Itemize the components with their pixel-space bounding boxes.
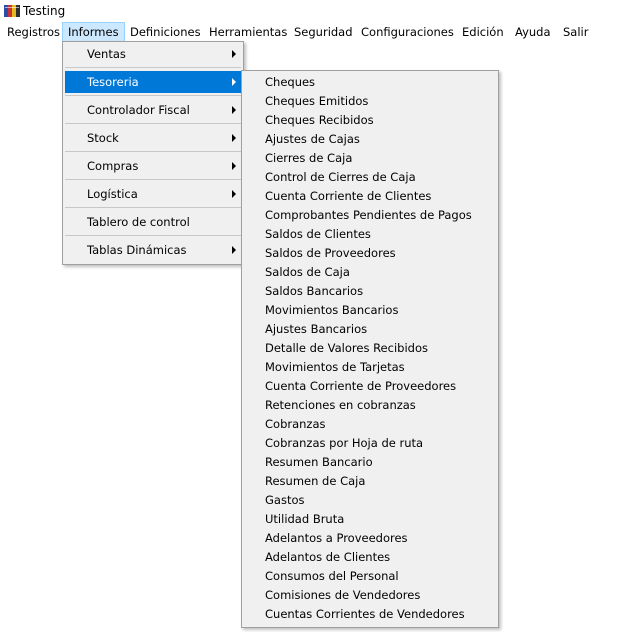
informes-dropdown [62,41,244,265]
tesoreria-item-utilidad-bruta[interactable] [244,510,496,529]
menu-herramientas[interactable]: Herramientas [209,25,288,39]
tesoreria-item-detalle-de-valores-recibidos[interactable] [244,339,496,358]
menu-item-label: Comisiones de Vendedores [265,588,421,602]
menu-item-label: Cobranzas por Hoja de ruta [265,436,424,450]
tesoreria-item-cuenta-corriente-de-proveedores[interactable] [244,377,496,396]
menu-separator [65,179,241,180]
menu-item-label: Stock [87,131,119,145]
tesoreria-item-retenciones-en-cobranzas[interactable] [244,396,496,415]
menu-item-label: Control de Cierres de Caja [265,170,416,184]
title-bar [0,0,630,22]
submenu-arrow-icon [232,246,236,254]
menu-item-label: Saldos de Clientes [265,227,371,241]
menu-item-label: Utilidad Bruta [265,512,345,526]
tesoreria-item-saldos-de-clientes[interactable] [244,225,496,244]
menu-item-label: Gastos [265,493,305,507]
tesoreria-item-resumen-bancario[interactable] [244,453,496,472]
menu-item-label: Movimientos Bancarios [265,303,399,317]
menu-item-label: Comprobantes Pendientes de Pagos [265,208,472,222]
menu-item-logistica[interactable] [65,183,241,205]
menu-item-label: Cierres de Caja [265,151,353,165]
tesoreria-item-adelantos-a-proveedores[interactable] [244,529,496,548]
menu-ayuda[interactable]: Ayuda [515,25,551,39]
menu-item-label: Movimientos de Tarjetas [265,360,405,374]
tesoreria-item-ajustes-bancarios[interactable] [244,320,496,339]
tesoreria-item-comisiones-de-vendedores[interactable] [244,586,496,605]
menu-item-compras[interactable] [65,155,241,177]
menu-item-controlador-fiscal[interactable] [65,99,241,121]
submenu-arrow-icon [232,162,236,170]
tesoreria-item-movimientos-de-tarjetas[interactable] [244,358,496,377]
tesoreria-item-saldos-bancarios[interactable] [244,282,496,301]
tesoreria-item-cheques-recibidos[interactable] [244,111,496,130]
submenu-arrow-icon [232,78,236,86]
menu-item-label: Cobranzas [265,417,326,431]
menu-item-label: Tesoreria [87,75,139,89]
submenu-arrow-icon [232,50,236,58]
menu-separator [65,67,241,68]
menu-item-label: Cheques [265,75,316,89]
menu-item-label: Consumos del Personal [265,569,399,583]
tesoreria-item-cheques-emitidos[interactable] [244,92,496,111]
menu-item-label: Ajustes de Cajas [265,132,360,146]
tesoreria-item-cheques[interactable] [244,73,496,92]
menu-salir[interactable]: Salir [563,25,589,39]
tesoreria-submenu [241,70,499,628]
menu-item-label: Retenciones en cobranzas [265,398,416,412]
tesoreria-item-cuenta-corriente-de-clientes[interactable] [244,187,496,206]
menu-item-label: Ventas [87,47,126,61]
menu-item-label: Saldos de Proveedores [265,246,396,260]
menu-item-label: Compras [87,159,139,173]
tesoreria-item-cobranzas-por-hoja-de-ruta[interactable] [244,434,496,453]
menu-item-stock[interactable] [65,127,241,149]
tesoreria-item-ajustes-de-cajas[interactable] [244,130,496,149]
menu-separator [65,123,241,124]
menu-configuraciones[interactable]: Configuraciones [361,25,454,39]
menu-item-label: Detalle de Valores Recibidos [265,341,428,355]
menu-item-label: Logística [87,187,138,201]
menu-item-label: Controlador Fiscal [87,103,190,117]
submenu-arrow-icon [232,134,236,142]
submenu-arrow-icon [232,190,236,198]
app-icon [4,4,20,18]
tesoreria-item-cobranzas[interactable] [244,415,496,434]
menu-item-label: Cheques Emitidos [265,94,369,108]
menu-item-label: Cheques Recibidos [265,113,374,127]
menu-item-label: Cuentas Corrientes de Vendedores [265,607,465,621]
menu-item-label: Adelantos a Proveedores [265,531,408,545]
menu-item-label: Tablas Dinámicas [87,243,187,257]
menu-separator [65,151,241,152]
menu-item-label: Resumen Bancario [265,455,373,469]
tesoreria-item-comprobantes-pendientes-de-pagos[interactable] [244,206,496,225]
tesoreria-item-consumos-del-personal[interactable] [244,567,496,586]
tesoreria-item-control-de-cierres-de-caja[interactable] [244,168,496,187]
menu-item-label: Saldos Bancarios [265,284,364,298]
menu-item-tesoreria[interactable] [65,71,241,93]
menu-item-label: Ajustes Bancarios [265,322,368,336]
menu-separator [65,95,241,96]
window-title: Testing [23,4,66,18]
menu-item-tablero-de-control[interactable] [65,211,241,233]
menu-item-label: Cuenta Corriente de Proveedores [265,379,457,393]
menu-separator [65,235,241,236]
menu-item-label: Tablero de control [87,215,190,229]
menu-definiciones[interactable]: Definiciones [130,25,201,39]
tesoreria-item-gastos[interactable] [244,491,496,510]
tesoreria-item-saldos-de-proveedores[interactable] [244,244,496,263]
menu-item-label: Cuenta Corriente de Clientes [265,189,432,203]
menu-seguridad[interactable]: Seguridad [294,25,353,39]
menu-informes[interactable]: Informes [62,22,125,42]
menu-edicion[interactable]: Edición [462,25,504,39]
menu-separator [65,207,241,208]
tesoreria-item-adelantos-de-clientes[interactable] [244,548,496,567]
tesoreria-item-cuentas-corrientes-de-vendedores[interactable] [244,605,496,624]
menu-item-tablas-dinamicas[interactable] [65,239,241,261]
menu-item-ventas[interactable] [65,43,241,65]
tesoreria-item-saldos-de-caja[interactable] [244,263,496,282]
tesoreria-item-movimientos-bancarios[interactable] [244,301,496,320]
menu-registros[interactable]: Registros [7,25,61,39]
menu-item-label: Saldos de Caja [265,265,350,279]
tesoreria-item-resumen-de-caja[interactable] [244,472,496,491]
menu-bar [0,22,630,42]
menu-item-label: Adelantos de Clientes [265,550,391,564]
menu-item-label: Resumen de Caja [265,474,366,488]
tesoreria-item-cierres-de-caja[interactable] [244,149,496,168]
submenu-arrow-icon [232,106,236,114]
